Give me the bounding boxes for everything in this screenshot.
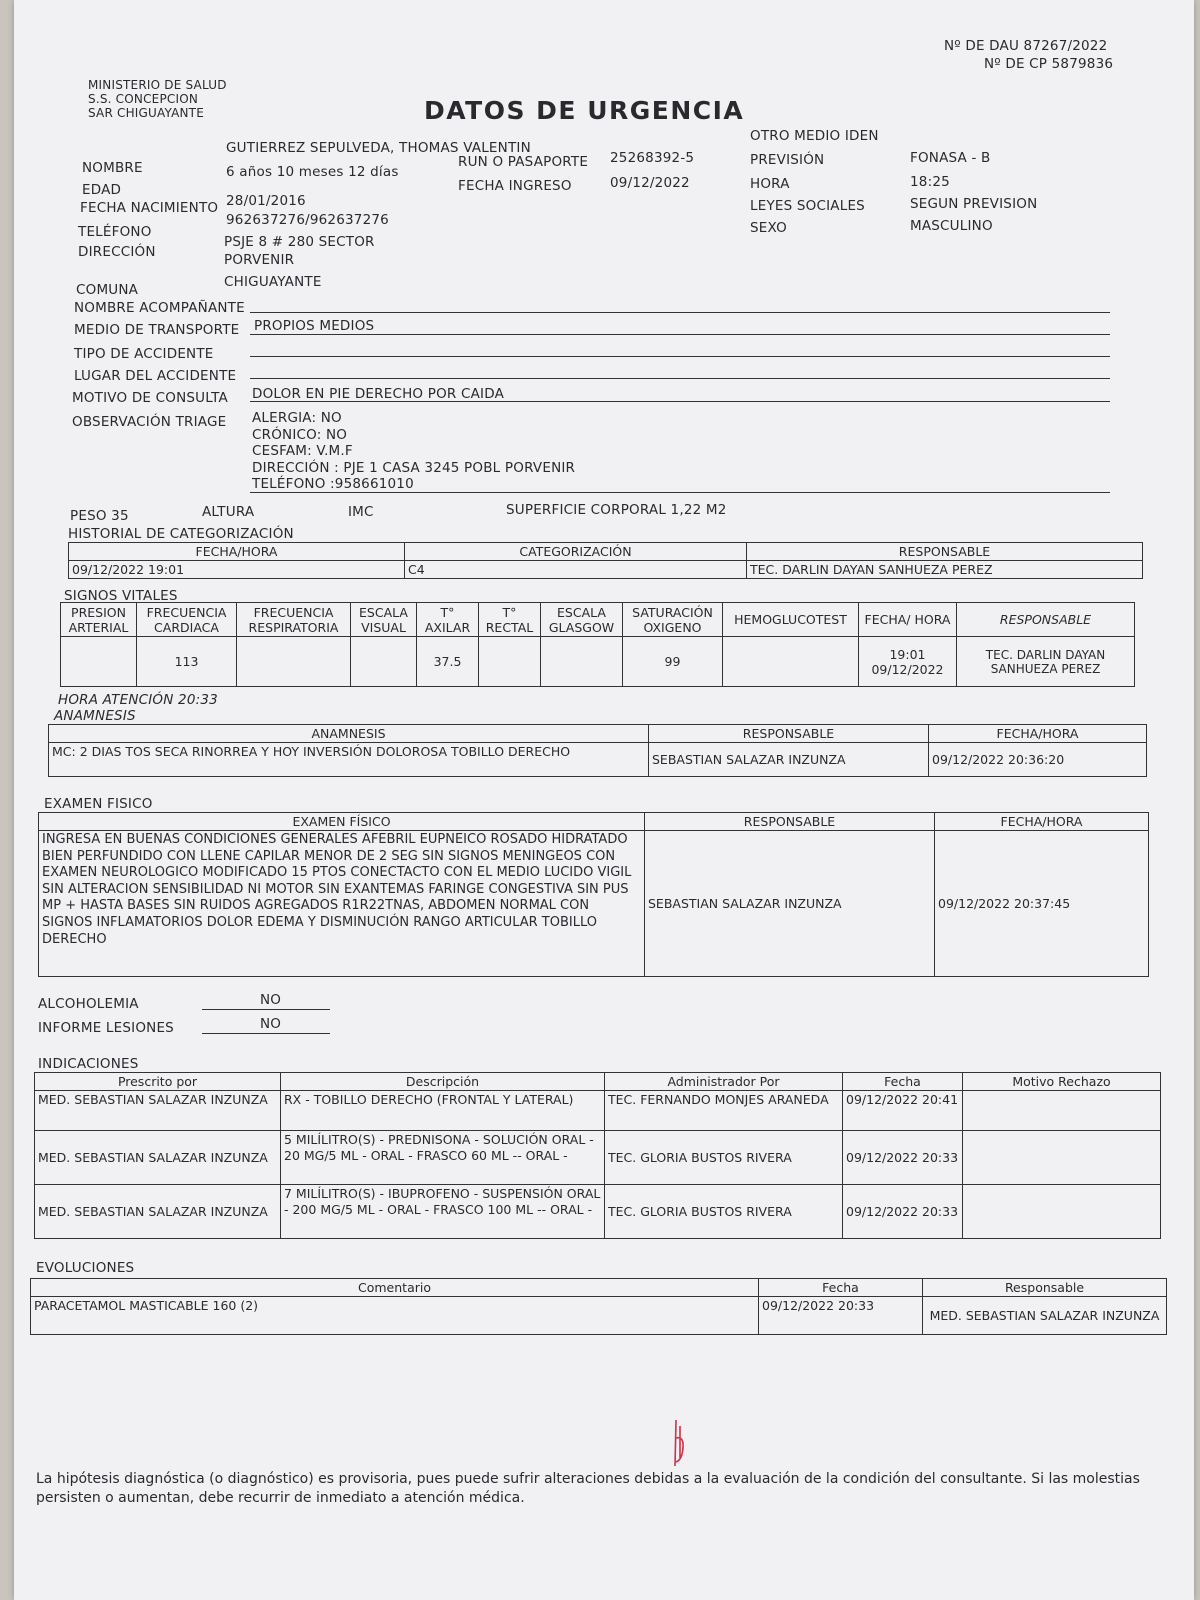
- footer-disclaimer: La hipótesis diagnóstica (o diagnóstico) es provisoria, pues puede sufrir alteraciones debidas a la evaluación de la condición del consultante. Si las molestias persisten o aumentan, debe recurrir de inmediato a atención médica.: [36, 1471, 1140, 1506]
- observacion-line: DIRECCIÓN : PJE 1 CASA 3245 POBL PORVENIR: [252, 459, 576, 476]
- frecuencia-cardiaca-cell: 113: [137, 637, 237, 687]
- table-header: PRESION ARTERIAL: [61, 603, 137, 637]
- examen-section-title: EXAMEN FISICO: [44, 796, 153, 812]
- hora-atencion: HORA ATENCIÓN 20:33: [58, 692, 218, 708]
- anamnesis-fecha: 09/12/2022 20:36:20: [929, 743, 1147, 777]
- transporte-line: [250, 334, 1110, 335]
- fecha-hora-date: 09/12/2022: [871, 661, 944, 677]
- table-row: [31, 1297, 1167, 1335]
- table-header: SATURACIÓN OXIGENO: [623, 603, 723, 637]
- table-header: FECHA/HORA: [929, 725, 1147, 743]
- leyes-value: SEGUN PREVISION: [910, 196, 1038, 212]
- anamnesis-text: MC: 2 DIAS TOS SECA RINORREA Y HOY INVERSIÓN DOLOROSA TOBILLO DERECHO: [49, 743, 649, 777]
- signos-section-title: SIGNOS VITALES: [64, 588, 178, 604]
- table-header: Administrador Por: [605, 1073, 843, 1091]
- ministry-block: [88, 78, 227, 120]
- telefono-label: TELÉFONO: [78, 224, 152, 240]
- telefono-value: 962637276/962637276: [226, 212, 389, 228]
- hora-value: 18:25: [910, 174, 950, 190]
- fecha-ingreso-label: FECHA INGRESO: [458, 178, 572, 194]
- motivo-value: DOLOR EN PIE DERECHO POR CAIDA: [252, 386, 505, 402]
- t-axilar-cell: 37.5: [417, 637, 479, 687]
- categorizacion-section-title: HISTORIAL DE CATEGORIZACIÓN: [68, 526, 294, 542]
- examen-fecha: 09/12/2022 20:37:45: [935, 831, 1149, 977]
- table-header: FRECUENCIA CARDIACA: [137, 603, 237, 637]
- observacion-line-rule: [250, 492, 1110, 493]
- evoluciones-section-title: EVOLUCIONES: [36, 1260, 135, 1276]
- alcoholemia-value: NO: [260, 992, 282, 1008]
- table-header: FECHA/ HORA: [859, 603, 957, 637]
- table-row: [69, 561, 1143, 579]
- acompanante-label: NOMBRE ACOMPAÑANTE: [74, 300, 245, 316]
- table-row: [49, 743, 1147, 777]
- run-value: 25268392-5: [610, 150, 695, 166]
- table-header: HEMOGLUCOTEST: [723, 603, 859, 637]
- lesiones-label: INFORME LESIONES: [38, 1020, 174, 1036]
- table-cell: 09/12/2022 19:01: [69, 561, 405, 579]
- tipo-accidente-label: TIPO DE ACCIDENTE: [74, 346, 214, 362]
- acompanante-line: [250, 312, 1110, 313]
- fecha-nacimiento-label: FECHA NACIMIENTO: [80, 200, 219, 216]
- anamnesis-responsable: SEBASTIAN SALAZAR INZUNZA: [649, 743, 929, 777]
- sexo-label: SEXO: [750, 220, 787, 236]
- table-header: RESPONSABLE: [645, 813, 935, 831]
- hora-label: HORA: [750, 176, 790, 192]
- admin-cell: TEC. GLORIA BUSTOS RIVERA: [605, 1185, 843, 1239]
- descripcion-cell: 7 MILÍLITRO(S) - IBUPROFENO - SUSPENSIÓN ORAL - 200 MG/5 ML - ORAL - FRASCO 100 ML -- ORAL -: [281, 1185, 605, 1239]
- tipo-accidente-line: [250, 356, 1110, 357]
- altura-label: ALTURA: [202, 504, 255, 520]
- motivo-label: MOTIVO DE CONSULTA: [72, 390, 228, 406]
- examen-table: [38, 812, 1149, 977]
- table-header: Descripción: [281, 1073, 605, 1091]
- table-cell: TEC. DARLIN DAYAN SANHUEZA PEREZ: [747, 561, 1143, 579]
- imc-label: IMC: [348, 504, 374, 520]
- run-label: RUN O PASAPORTE: [458, 154, 589, 170]
- direccion-line-1: PSJE 8 # 280 SECTOR: [224, 234, 375, 250]
- comuna-label: COMUNA: [76, 282, 139, 298]
- table-header: RESPONSABLE: [747, 543, 1143, 561]
- table-header: T° AXILAR: [417, 603, 479, 637]
- table-header-row: [39, 813, 1149, 831]
- indicaciones-section-title: INDICACIONES: [38, 1056, 139, 1072]
- table-row: [39, 831, 1149, 977]
- responsable-cell: TEC. DARLIN DAYAN SANHUEZA PEREZ: [957, 637, 1135, 687]
- responsable-cell: MED. SEBASTIAN SALAZAR INZUNZA: [923, 1297, 1167, 1335]
- table-header-row: [35, 1073, 1161, 1091]
- table-header: Fecha: [843, 1073, 963, 1091]
- table-row: [61, 637, 1135, 687]
- descripcion-cell: RX - TOBILLO DERECHO (FRONTAL Y LATERAL): [281, 1091, 605, 1131]
- comentario-cell: PARACETAMOL MASTICABLE 160 (2): [31, 1297, 759, 1335]
- table-header: ESCALA VISUAL: [351, 603, 417, 637]
- table-header: FRECUENCIA RESPIRATORIA: [237, 603, 351, 637]
- fecha-nacimiento-value: 28/01/2016: [226, 193, 306, 209]
- glasgow-cell: [541, 637, 623, 687]
- ministry-line: SAR CHIGUAYANTE: [88, 106, 204, 120]
- edad-label: EDAD: [82, 182, 122, 198]
- descripcion-cell: 5 MILÍLITRO(S) - PREDNISONA - SOLUCIÓN ORAL - 20 MG/5 ML - ORAL - FRASCO 60 ML -- ORAL -: [281, 1131, 605, 1185]
- table-header: CATEGORIZACIÓN: [405, 543, 747, 561]
- otro-medio-label: OTRO MEDIO IDEN: [750, 128, 879, 144]
- table-header: ANAMNESIS: [49, 725, 649, 743]
- fecha-hora-cell: [859, 637, 957, 687]
- table-header: ESCALA GLASGOW: [541, 603, 623, 637]
- table-header: Responsable: [923, 1279, 1167, 1297]
- transporte-value: PROPIOS MEDIOS: [254, 318, 375, 334]
- hemoglucotest-cell: [723, 637, 859, 687]
- leyes-label: LEYES SOCIALES: [750, 198, 865, 214]
- observacion-block: [252, 410, 575, 493]
- admin-cell: TEC. GLORIA BUSTOS RIVERA: [605, 1131, 843, 1185]
- table-row: [35, 1131, 1161, 1185]
- prescrito-cell: MED. SEBASTIAN SALAZAR INZUNZA: [35, 1131, 281, 1185]
- prevision-value: FONASA - B: [910, 150, 991, 166]
- saturacion-cell: 99: [623, 637, 723, 687]
- ministry-line: S.S. CONCEPCION: [88, 92, 199, 106]
- motivo-line: [250, 401, 1110, 402]
- direccion-label: DIRECCIÓN: [78, 244, 156, 260]
- table-header: Prescrito por: [35, 1073, 281, 1091]
- escala-visual-cell: [351, 637, 417, 687]
- presion-cell: [61, 637, 137, 687]
- table-row: [35, 1185, 1161, 1239]
- table-header: Comentario: [31, 1279, 759, 1297]
- fecha-cell: 09/12/2022 20:33: [843, 1185, 963, 1239]
- transporte-label: MEDIO DE TRANSPORTE: [74, 322, 240, 338]
- motivo-cell: [963, 1185, 1161, 1239]
- table-header-row: [69, 543, 1143, 561]
- fecha-cell: 09/12/2022 20:33: [759, 1297, 923, 1335]
- observacion-label: OBSERVACIÓN TRIAGE: [72, 414, 227, 430]
- handwritten-mark: [672, 1418, 688, 1470]
- fecha-ingreso-value: 09/12/2022: [610, 175, 690, 191]
- table-header-row: [49, 725, 1147, 743]
- table-header: RESPONSABLE: [957, 603, 1135, 637]
- evoluciones-table: [30, 1278, 1167, 1335]
- motivo-cell: [963, 1091, 1161, 1131]
- lugar-accidente-label: LUGAR DEL ACCIDENTE: [74, 368, 237, 384]
- page-title: DATOS DE URGENCIA: [424, 96, 745, 125]
- table-header-row: [61, 603, 1135, 637]
- table-row: [35, 1091, 1161, 1131]
- alcoholemia-label: ALCOHOLEMIA: [38, 996, 139, 1012]
- nombre-label: NOMBRE: [82, 160, 143, 176]
- cp-number: Nº DE CP 5879836: [984, 56, 1114, 72]
- anamnesis-section-title: ANAMNESIS: [54, 708, 136, 724]
- alcoholemia-line: [202, 1009, 330, 1010]
- t-rectal-cell: [479, 637, 541, 687]
- lesiones-value: NO: [260, 1016, 282, 1032]
- document-sheet: [14, 0, 1194, 1600]
- frecuencia-respiratoria-cell: [237, 637, 351, 687]
- peso-value: PESO 35: [70, 508, 129, 524]
- examen-responsable: SEBASTIAN SALAZAR INZUNZA: [645, 831, 935, 977]
- categorizacion-table: [68, 542, 1143, 579]
- edad-value: 6 años 10 meses 12 días: [226, 164, 399, 180]
- table-header: RESPONSABLE: [649, 725, 929, 743]
- ministry-line: MINISTERIO DE SALUD: [88, 78, 227, 92]
- dau-number: Nº DE DAU 87267/2022: [944, 38, 1108, 54]
- indicaciones-table: [34, 1072, 1161, 1239]
- table-header: Fecha: [759, 1279, 923, 1297]
- prescrito-cell: MED. SEBASTIAN SALAZAR INZUNZA: [35, 1185, 281, 1239]
- anamnesis-table: [48, 724, 1147, 777]
- observacion-line: CRÓNICO: NO: [252, 426, 348, 443]
- nombre-value: GUTIERREZ SEPULVEDA, THOMAS VALENTIN: [226, 140, 531, 156]
- direccion-line-2: PORVENIR: [224, 252, 295, 268]
- signos-table: [60, 602, 1135, 687]
- table-header-row: [31, 1279, 1167, 1297]
- table-header: EXAMEN FÍSICO: [39, 813, 645, 831]
- sexo-value: MASCULINO: [910, 218, 993, 234]
- observacion-line: CESFAM: V.M.F: [252, 443, 353, 459]
- lugar-accidente-line: [250, 378, 1110, 379]
- admin-cell: TEC. FERNANDO MONJES ARANEDA: [605, 1091, 843, 1131]
- table-header: FECHA/HORA: [69, 543, 405, 561]
- table-header: FECHA/HORA: [935, 813, 1149, 831]
- examen-text: INGRESA EN BUENAS CONDICIONES GENERALES AFEBRIL EUPNEICO ROSADO HIDRATADO BIEN PERFUNDIDO CON LLENE CAPILAR MENOR DE 2 SEG SIN SIGNOS MENINGEOS CON EXAMEN NEUROLOGICO MODIFICADO 15 PTOS CONECTACTO CON EL MEDIO LUCIDO VIGIL SIN ALTERACION SENSIBILIDAD NI MOTOR SIN EXANTEMAS FARINGE CONGESTIVA SIN PUS MP + HASTA BASES SIN RUIDOS AGREGADOS R1R22TNAS, ABDOMEN NORMAL CON SIGNOS INFLAMATORIOS DOLOR EDEMA Y DISMINUCIÓN RANGO ARTICULAR TOBILLO DERECHO: [39, 831, 645, 977]
- fecha-cell: 09/12/2022 20:33: [843, 1131, 963, 1185]
- prevision-label: PREVISIÓN: [750, 152, 825, 168]
- superficie-value: SUPERFICIE CORPORAL 1,22 M2: [506, 502, 727, 518]
- comuna-value: CHIGUAYANTE: [224, 274, 322, 290]
- motivo-cell: [963, 1131, 1161, 1185]
- table-header: Motivo Rechazo: [963, 1073, 1161, 1091]
- table-header: T° RECTAL: [479, 603, 541, 637]
- fecha-cell: 09/12/2022 20:41: [843, 1091, 963, 1131]
- observacion-line: ALERGIA: NO: [252, 410, 342, 426]
- lesiones-line: [202, 1033, 330, 1034]
- observacion-line: TELÉFONO :958661010: [252, 476, 414, 492]
- prescrito-cell: MED. SEBASTIAN SALAZAR INZUNZA: [35, 1091, 281, 1131]
- fecha-hora-time: 19:01: [889, 646, 926, 662]
- table-cell: C4: [405, 561, 747, 579]
